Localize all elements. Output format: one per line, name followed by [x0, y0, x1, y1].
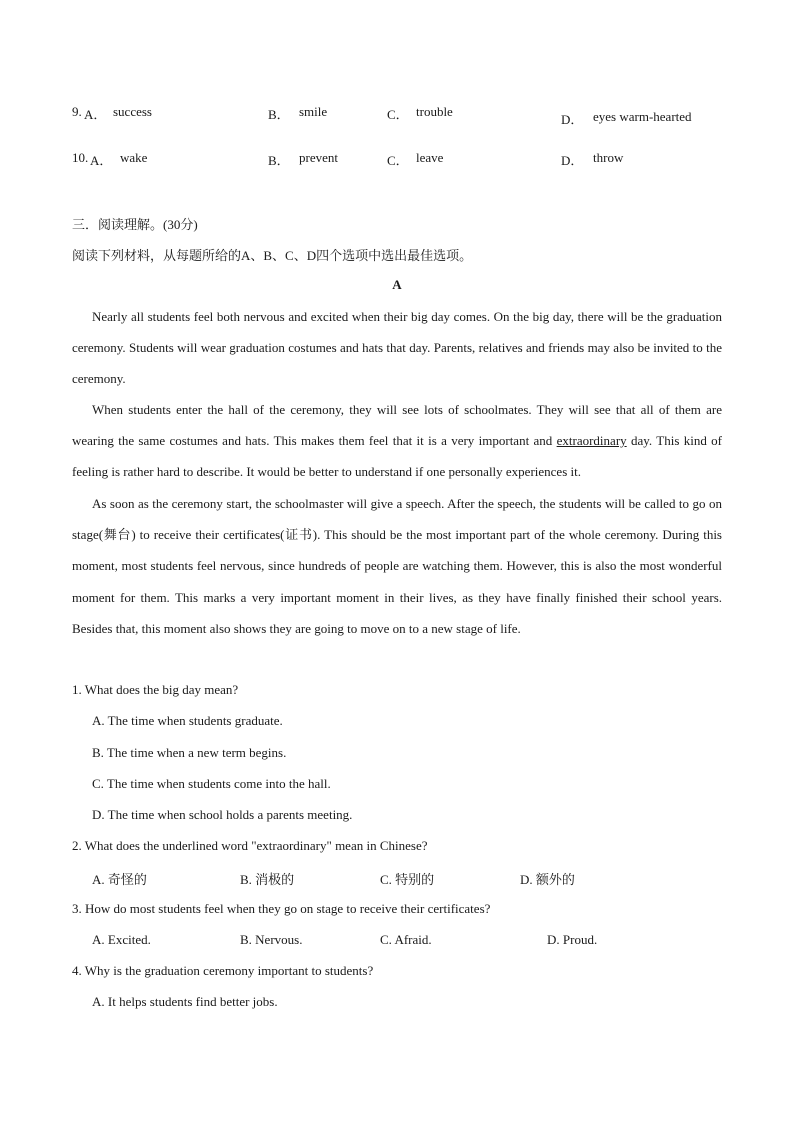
- section-heading: 三．阅读理解。(30分): [72, 217, 198, 232]
- option-c: leave: [416, 150, 444, 165]
- option-b-label: B．: [268, 107, 290, 122]
- option-d-label: D．: [561, 153, 584, 168]
- question-3-option-c: C. Afraid.: [380, 932, 432, 947]
- section-instruction: 阅读下列材料，从每题所给的A、B、C、D四个选项中选出最佳选项。: [72, 248, 473, 263]
- question-3-stem: 3. How do most students feel when they go on stage to receive their certificates?: [72, 901, 491, 916]
- option-b: prevent: [299, 150, 338, 165]
- question-2-option-d: D. 额外的: [520, 872, 575, 887]
- passage-paragraph-2: When students enter the hall of the ceremony, they will see lots of schoolmates. They will see that all of them are wearing the same costumes and hats. This makes them feel that it is a very important and extraordinary day. This kind of feeling is rather hard to describe. It would be better to understand if one personally experiences it.: [72, 402, 722, 480]
- question-4-option-a: A. It helps students find better jobs.: [92, 994, 278, 1009]
- option-a: wake: [120, 150, 148, 165]
- question-2-option-c: C. 特别的: [380, 872, 435, 887]
- option-b-label: B．: [268, 153, 290, 168]
- passage-paragraph-1: Nearly all students feel both nervous and excited when their big day comes. On the big day, there will be the graduation ceremony. Students will wear graduation costumes and hats that day. Parents, relatives and friends may also be invited to the ceremony.: [72, 309, 722, 387]
- question-3-option-d: D. Proud.: [547, 932, 598, 947]
- question-3-option-b: B. Nervous.: [240, 932, 303, 947]
- question-2-option-a: A. 奇怪的: [92, 872, 147, 887]
- question-2-option-b: B. 消极的: [240, 872, 295, 887]
- question-3-option-a: A. Excited.: [92, 932, 151, 947]
- question-1-option-a: A. The time when students graduate.: [92, 713, 283, 728]
- option-b: smile: [299, 104, 328, 119]
- option-c: trouble: [416, 104, 453, 119]
- question-1-stem: 1. What does the big day mean?: [72, 682, 239, 697]
- option-d: throw: [593, 150, 624, 165]
- question-1-option-b: B. The time when a new term begins.: [92, 745, 287, 760]
- option-d-label: D．: [561, 112, 584, 127]
- option-c-label: C．: [387, 153, 409, 168]
- option-a: success: [113, 104, 152, 119]
- question-1-option-d: D. The time when school holds a parents meeting.: [92, 807, 353, 822]
- question-1-option-c: C. The time when students come into the hall.: [92, 776, 331, 791]
- option-d: eyes warm-hearted: [593, 109, 692, 124]
- underlined-word: extraordinary: [556, 433, 627, 449]
- passage-title: A: [392, 277, 402, 292]
- option-a-label: A．: [90, 153, 113, 168]
- question-number: 9.: [72, 104, 82, 119]
- question-number: 10.: [72, 150, 89, 165]
- question-4-stem: 4. Why is the graduation ceremony important to students?: [72, 963, 374, 978]
- passage-paragraph-3: As soon as the ceremony start, the schoolmaster will give a speech. After the speech, the students will be called to go on stage(舞台) to receive their certificates(证书). This should be the most important part of the whole ceremony. During this moment, most students feel nervous, since hundreds of people are watching them. However, this is also the most wonderful moment for them. This marks a very important moment in their lives, as they have finally finished their school years. Besides that, this moment also shows they are going to move on to a new stage of life.: [72, 496, 722, 636]
- question-2-stem: 2. What does the underlined word "extraordinary" mean in Chinese?: [72, 838, 428, 853]
- option-a-label: A．: [84, 107, 107, 122]
- option-c-label: C．: [387, 107, 409, 122]
